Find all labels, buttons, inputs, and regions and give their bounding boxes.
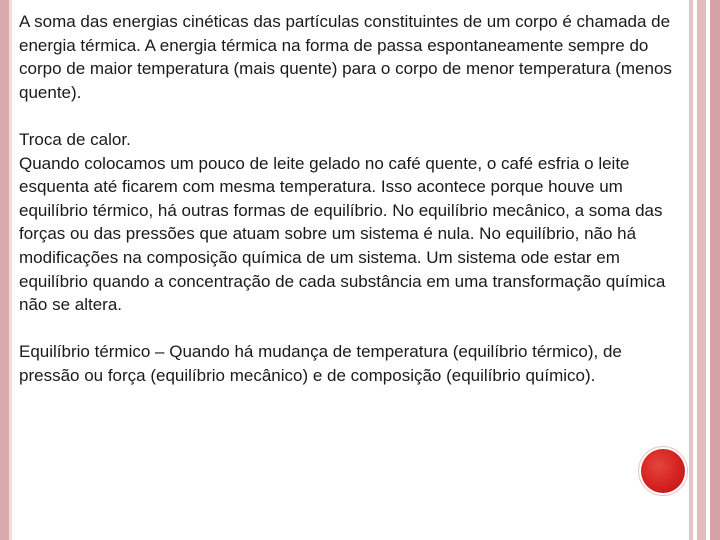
paragraph-energia-termica: A soma das energias cinéticas das partículas constituintes de um corpo é chamada de energia térmica. A energia térmica na forma de passa espontaneamente sempre do corpo de maior temperatura (mais quente) para o corpo de menor temperatura (menos quente).	[19, 12, 672, 102]
definition-equilibrio-termico: Quando há mudança de temperatura (equilíbrio térmico), de pressão ou força (equilíbrio mecânico) e de composição (equilíbrio químico).	[19, 342, 622, 385]
term-equilibrio-termico: Equilíbrio térmico	[19, 342, 151, 362]
decorative-red-circle	[641, 449, 685, 493]
paragraph-equilibrio-termico	[19, 340, 687, 387]
right-border-stripe-middle	[697, 0, 706, 540]
slide-body	[19, 10, 687, 388]
paragraph-troca-de-calor: Quando colocamos um pouco de leite gelado no café quente, o café esfria o leite esquenta até ficarem com mesma temperatura. Isso acontece porque houve um equilíbrio térmico, há outras formas de equilíbrio. No equilíbrio mecânico, a soma das forças ou das pressões que atuam sobre um sistema é nula. No equilíbrio, não há modificações na composição química de um sistema. Um sistema ode estar em equilíbrio quando a concentração de cada substância em uma transformação química não se altera.	[19, 153, 666, 315]
term-dash: –	[150, 342, 170, 362]
left-border-inner-stripe	[9, 0, 12, 540]
right-border-stripe-outer	[710, 0, 720, 540]
left-border-stripe	[0, 0, 9, 540]
right-border-stripe-thin	[689, 0, 693, 540]
heading-troca-de-calor: Troca de calor.	[19, 129, 131, 149]
